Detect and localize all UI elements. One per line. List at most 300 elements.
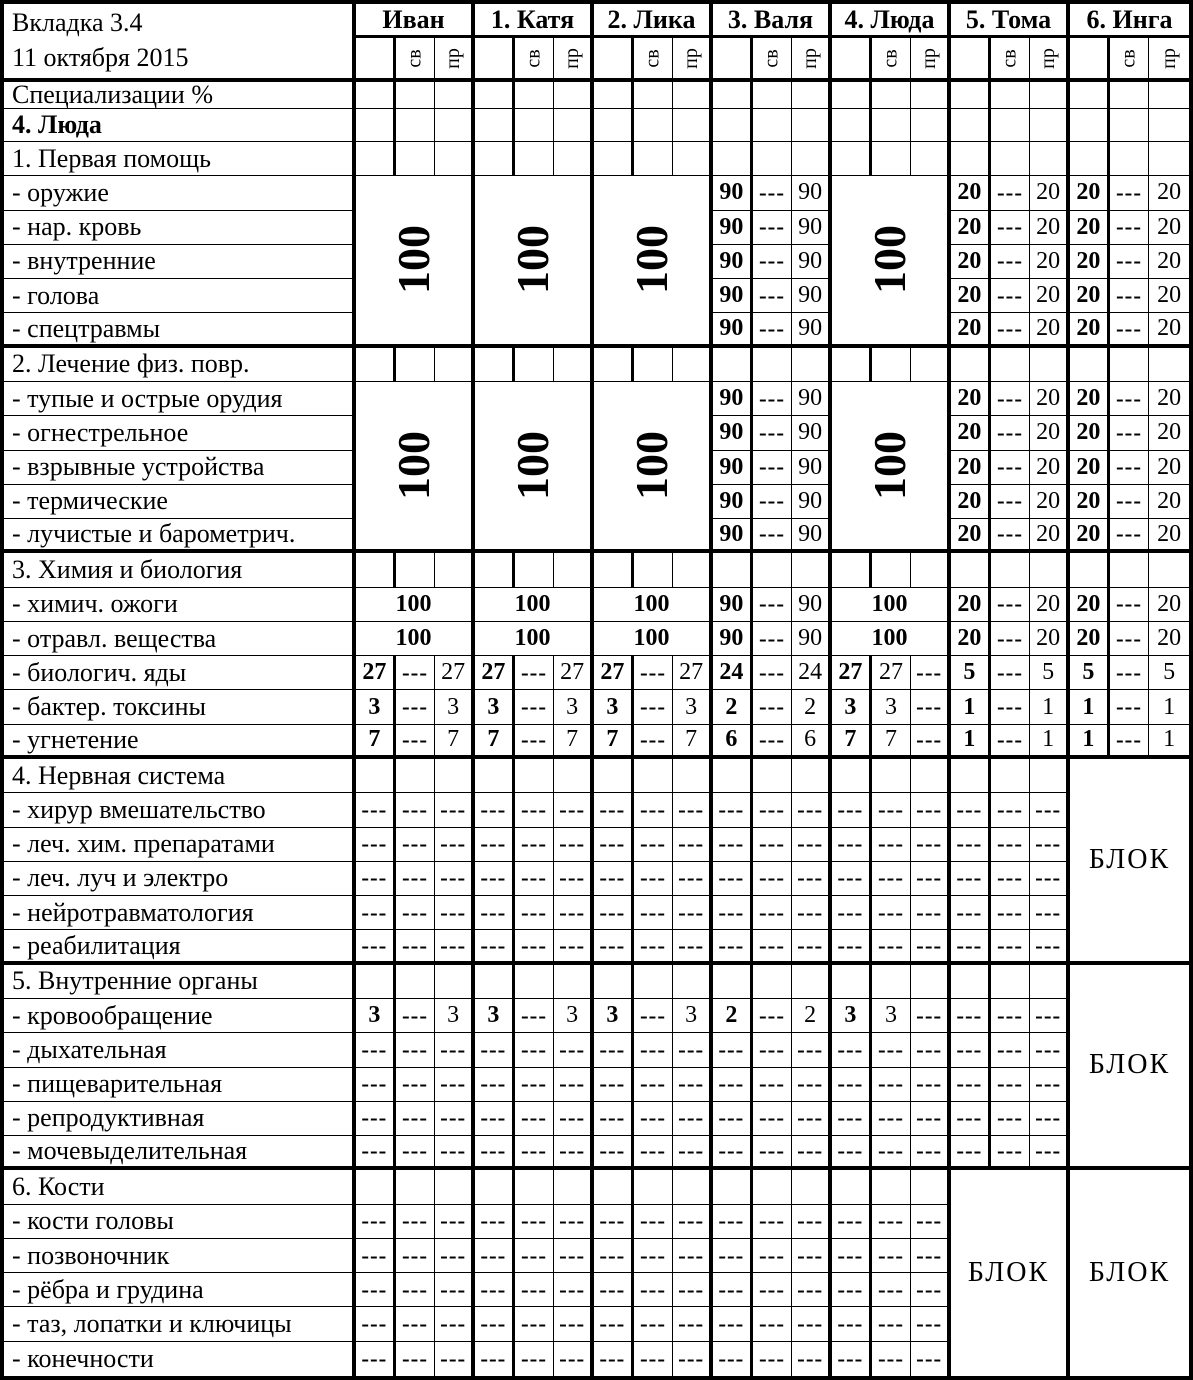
value-cell: --- (1110, 313, 1150, 347)
empty-cell (435, 142, 475, 176)
value-cell: --- (396, 1205, 436, 1239)
value-cell: --- (515, 862, 555, 896)
subcol-label: пр (679, 47, 702, 69)
value-cell: 1 (1070, 690, 1110, 724)
empty-cell (1070, 109, 1110, 142)
value-cell: --- (634, 999, 674, 1033)
value-cell: --- (396, 1342, 436, 1376)
value-cell: --- (872, 1307, 912, 1341)
value-cell: 2 (713, 690, 753, 724)
person-name: 6. Инга (1070, 4, 1189, 38)
value-cell: --- (991, 451, 1031, 485)
value-cell: --- (872, 1239, 912, 1273)
empty-cell (594, 965, 634, 999)
value-cell: 90 (713, 416, 753, 450)
subcol-header-sv (872, 38, 912, 82)
value-cell: --- (713, 862, 753, 896)
value-cell: --- (753, 485, 793, 519)
value-cell: --- (594, 1239, 634, 1273)
empty-cell (792, 759, 832, 793)
value-cell: 5 (1030, 656, 1070, 690)
value-cell: --- (713, 896, 753, 930)
value-cell: --- (356, 793, 396, 827)
row-label: - угнетение (4, 725, 356, 759)
value-cell: 3 (872, 999, 912, 1033)
value-cell: 20 (1030, 485, 1070, 519)
value-cell: --- (396, 862, 436, 896)
empty-cell (356, 142, 396, 176)
empty-cell (673, 142, 713, 176)
value-cell: --- (991, 279, 1031, 313)
empty-cell (792, 142, 832, 176)
empty-cell (1030, 759, 1070, 793)
value-cell: 20 (1070, 416, 1110, 450)
value-cell: 7 (594, 725, 634, 759)
subcol-header-sv (634, 38, 674, 82)
empty-cell (713, 1170, 753, 1204)
empty-cell (515, 82, 555, 109)
value-cell: --- (911, 725, 951, 759)
value-cell: 27 (832, 656, 872, 690)
value-cell: --- (753, 1102, 793, 1136)
empty-cell (872, 109, 912, 142)
value-cell: 20 (1149, 245, 1189, 279)
value-cell: --- (396, 690, 436, 724)
value-cell: --- (713, 1205, 753, 1239)
value-cell: --- (951, 828, 991, 862)
value-cell: --- (911, 1102, 951, 1136)
empty-cell (594, 553, 634, 587)
value-cell: 1 (1030, 690, 1070, 724)
empty-cell (356, 965, 396, 999)
value-cell: --- (475, 1273, 515, 1307)
value-cell: 27 (435, 656, 475, 690)
value-cell: 24 (792, 656, 832, 690)
merged-value-cell (356, 176, 475, 347)
value-cell: 20 (1070, 451, 1110, 485)
value-cell: --- (911, 1239, 951, 1273)
empty-cell (475, 82, 515, 109)
empty-cell (753, 109, 793, 142)
value-cell: --- (911, 793, 951, 827)
empty-cell (475, 965, 515, 999)
empty-cell (991, 109, 1031, 142)
value-cell: --- (356, 1307, 396, 1341)
corner-cell (4, 4, 356, 82)
span-value-cell: 100 (475, 622, 594, 656)
value-cell: 90 (792, 622, 832, 656)
empty-cell (872, 965, 912, 999)
empty-cell (872, 142, 912, 176)
empty-cell (594, 142, 634, 176)
value-cell: --- (1110, 485, 1150, 519)
empty-cell (435, 553, 475, 587)
value-cell: --- (435, 1033, 475, 1067)
empty-cell (396, 82, 436, 109)
block-cell: БЛОК (1088, 1257, 1171, 1289)
value-cell: --- (991, 1033, 1031, 1067)
subcol-header-sv (991, 38, 1031, 82)
value-cell: --- (554, 1205, 594, 1239)
value-cell: --- (753, 1342, 793, 1376)
value-cell: --- (991, 930, 1031, 964)
empty-cell (753, 82, 793, 109)
row-label: - реабилитация (4, 930, 356, 964)
row-label: - позвоночник (4, 1239, 356, 1273)
empty-cell (911, 82, 951, 109)
empty-cell (991, 348, 1031, 382)
value-cell: 3 (832, 999, 872, 1033)
value-cell: --- (673, 1307, 713, 1341)
empty-cell (1110, 553, 1150, 587)
value-cell: --- (753, 1033, 793, 1067)
value-cell: --- (991, 656, 1031, 690)
value-cell: 90 (792, 245, 832, 279)
value-cell: --- (872, 1342, 912, 1376)
value-cell: --- (991, 725, 1031, 759)
value-cell: --- (1030, 930, 1070, 964)
value-cell: 1 (1030, 725, 1070, 759)
row-label: - нар. кровь (4, 211, 356, 245)
value-cell: 20 (951, 279, 991, 313)
merged-value: 100 (864, 431, 915, 501)
value-cell: --- (554, 1068, 594, 1102)
empty-cell (911, 553, 951, 587)
value-cell: 24 (713, 656, 753, 690)
value-cell: --- (594, 1136, 634, 1170)
value-cell: --- (753, 519, 793, 553)
empty-cell (634, 348, 674, 382)
value-cell: --- (792, 828, 832, 862)
section-title: 5. Внутренние органы (4, 965, 356, 999)
empty-cell (792, 553, 832, 587)
value-cell: 20 (951, 211, 991, 245)
empty-cell (515, 965, 555, 999)
empty-cell (673, 759, 713, 793)
value-cell: --- (634, 1307, 674, 1341)
value-cell: --- (356, 828, 396, 862)
empty-cell (435, 1170, 475, 1204)
value-cell: 90 (713, 588, 753, 622)
value-cell: --- (872, 896, 912, 930)
value-cell: --- (356, 1102, 396, 1136)
value-cell: --- (1110, 656, 1150, 690)
value-cell: --- (911, 1033, 951, 1067)
value-cell: --- (951, 1136, 991, 1170)
value-cell: --- (832, 1239, 872, 1273)
value-cell: 90 (792, 416, 832, 450)
value-cell: 6 (792, 725, 832, 759)
value-cell: --- (832, 862, 872, 896)
value-cell: --- (634, 1136, 674, 1170)
value-cell: --- (753, 588, 793, 622)
empty-cell (911, 348, 951, 382)
value-cell: --- (554, 896, 594, 930)
value-cell: --- (435, 1102, 475, 1136)
empty-cell (515, 348, 555, 382)
value-cell: 90 (792, 176, 832, 210)
value-cell: 20 (1030, 313, 1070, 347)
merged-value-cell (475, 176, 594, 347)
person-name: 5. Тома (951, 4, 1070, 38)
subcol-header-sv (753, 38, 793, 82)
empty-cell (673, 82, 713, 109)
value-cell: --- (1110, 382, 1150, 416)
value-cell: --- (753, 862, 793, 896)
value-cell: --- (396, 828, 436, 862)
row-label: - лучистые и барометрич. (4, 519, 356, 553)
value-cell: --- (1110, 279, 1150, 313)
empty-cell (356, 82, 396, 109)
value-cell: --- (594, 1342, 634, 1376)
value-cell: --- (991, 416, 1031, 450)
value-cell: 20 (1030, 211, 1070, 245)
value-cell: --- (872, 1136, 912, 1170)
value-cell: --- (1030, 896, 1070, 930)
subcol-header-sv (396, 38, 436, 82)
value-cell: 90 (792, 519, 832, 553)
value-cell: --- (872, 828, 912, 862)
value-cell: --- (951, 862, 991, 896)
empty-cell (594, 348, 634, 382)
value-cell: --- (832, 1033, 872, 1067)
value-cell: --- (991, 828, 1031, 862)
value-cell: --- (713, 1102, 753, 1136)
value-cell: --- (396, 1102, 436, 1136)
value-cell: --- (475, 1033, 515, 1067)
value-cell: --- (673, 862, 713, 896)
value-cell: 27 (475, 656, 515, 690)
value-cell: --- (911, 862, 951, 896)
value-cell: --- (634, 793, 674, 827)
empty-cell (951, 109, 991, 142)
section-title: 2. Лечение физ. повр. (4, 348, 356, 382)
empty-cell (435, 109, 475, 142)
value-cell: --- (753, 622, 793, 656)
value-cell: --- (1030, 1102, 1070, 1136)
row-label: - химич. ожоги (4, 588, 356, 622)
value-cell: 3 (832, 690, 872, 724)
value-cell: --- (951, 1033, 991, 1067)
value-cell: --- (396, 1068, 436, 1102)
value-cell: --- (594, 1102, 634, 1136)
empty-cell (594, 759, 634, 793)
empty-cell (832, 348, 872, 382)
value-cell: --- (713, 1033, 753, 1067)
empty-cell (515, 759, 555, 793)
subcol-header-sv (515, 38, 555, 82)
value-cell: 2 (792, 690, 832, 724)
value-cell: --- (713, 1136, 753, 1170)
empty-cell (951, 142, 991, 176)
value-cell: --- (515, 999, 555, 1033)
value-cell: --- (911, 828, 951, 862)
empty-cell (475, 553, 515, 587)
value-cell: --- (594, 1273, 634, 1307)
subcol-label: св (641, 48, 664, 68)
value-cell: --- (1030, 1068, 1070, 1102)
value-cell: 7 (554, 725, 594, 759)
value-cell: --- (753, 690, 793, 724)
empty-cell (1110, 348, 1150, 382)
value-cell: --- (435, 1307, 475, 1341)
value-cell: --- (515, 1239, 555, 1273)
value-cell: 27 (673, 656, 713, 690)
value-cell: --- (634, 930, 674, 964)
value-cell: --- (792, 1273, 832, 1307)
value-cell: 20 (1030, 588, 1070, 622)
value-cell: --- (753, 176, 793, 210)
value-cell: 20 (1070, 279, 1110, 313)
section-title: 6. Кости (4, 1170, 356, 1204)
row-label: - голова (4, 279, 356, 313)
value-cell: 90 (792, 211, 832, 245)
value-cell: 90 (713, 451, 753, 485)
empty-cell (673, 965, 713, 999)
value-cell: --- (832, 1205, 872, 1239)
row-label: - таз, лопатки и ключицы (4, 1307, 356, 1341)
value-cell: --- (832, 930, 872, 964)
value-cell: --- (792, 1205, 832, 1239)
value-cell: --- (634, 725, 674, 759)
value-cell: --- (435, 930, 475, 964)
empty-cell (515, 109, 555, 142)
subcol-label: пр (441, 47, 464, 69)
value-cell: --- (753, 382, 793, 416)
person-name: 2. Лика (594, 4, 713, 38)
subcol-empty-cell (356, 38, 396, 82)
value-cell: --- (991, 896, 1031, 930)
value-cell: 3 (594, 690, 634, 724)
empty-cell (832, 109, 872, 142)
value-cell: 20 (1149, 588, 1189, 622)
empty-cell (673, 348, 713, 382)
empty-cell (435, 759, 475, 793)
value-cell: 20 (1070, 176, 1110, 210)
value-cell: 90 (713, 519, 753, 553)
subcol-header-pr (435, 38, 475, 82)
value-cell: 27 (872, 656, 912, 690)
value-cell: 20 (951, 176, 991, 210)
empty-cell (832, 553, 872, 587)
value-cell: 3 (356, 690, 396, 724)
value-cell: 90 (713, 313, 753, 347)
row-label: - оружие (4, 176, 356, 210)
value-cell: --- (1110, 622, 1150, 656)
empty-cell (991, 142, 1031, 176)
value-cell: --- (991, 382, 1031, 416)
empty-cell (713, 348, 753, 382)
value-cell: --- (594, 828, 634, 862)
value-cell: --- (1110, 245, 1150, 279)
row-label: - термические (4, 485, 356, 519)
value-cell: --- (475, 1068, 515, 1102)
value-cell: --- (713, 1307, 753, 1341)
value-cell: --- (911, 999, 951, 1033)
empty-cell (951, 965, 991, 999)
empty-cell (753, 553, 793, 587)
empty-cell (911, 759, 951, 793)
value-cell: 20 (951, 245, 991, 279)
value-cell: --- (832, 1068, 872, 1102)
subcol-header-pr (911, 38, 951, 82)
value-cell: --- (1110, 451, 1150, 485)
value-cell: --- (673, 793, 713, 827)
value-cell: --- (753, 896, 793, 930)
value-cell: --- (991, 485, 1031, 519)
value-cell: 90 (792, 313, 832, 347)
value-cell: 1 (1149, 725, 1189, 759)
value-cell: --- (634, 1342, 674, 1376)
empty-cell (872, 348, 912, 382)
empty-cell (753, 965, 793, 999)
value-cell: --- (594, 896, 634, 930)
value-cell: --- (515, 930, 555, 964)
value-cell: --- (634, 896, 674, 930)
subcol-empty-cell (475, 38, 515, 82)
row-label: - бактер. токсины (4, 690, 356, 724)
value-cell: --- (356, 1239, 396, 1273)
value-cell: --- (713, 828, 753, 862)
value-cell: --- (911, 930, 951, 964)
empty-cell (1030, 142, 1070, 176)
value-cell: --- (1030, 999, 1070, 1033)
empty-cell (673, 109, 713, 142)
value-cell: --- (435, 862, 475, 896)
value-cell: --- (554, 1307, 594, 1341)
empty-cell (475, 1170, 515, 1204)
value-cell: --- (356, 896, 396, 930)
value-cell: --- (594, 862, 634, 896)
value-cell: --- (435, 793, 475, 827)
subcol-header-pr (673, 38, 713, 82)
value-cell: --- (396, 1307, 436, 1341)
row-label: - дыхательная (4, 1033, 356, 1067)
value-cell: --- (792, 1102, 832, 1136)
value-cell: 90 (792, 485, 832, 519)
subcol-header-sv (1110, 38, 1150, 82)
value-cell: --- (753, 1239, 793, 1273)
empty-cell (515, 553, 555, 587)
empty-cell (991, 82, 1031, 109)
value-cell: --- (792, 1239, 832, 1273)
value-cell: --- (753, 1068, 793, 1102)
value-cell: --- (1030, 862, 1070, 896)
value-cell: --- (356, 1033, 396, 1067)
section-title: 3. Химия и биология (4, 553, 356, 587)
value-cell: --- (594, 1033, 634, 1067)
value-cell: 3 (435, 999, 475, 1033)
empty-cell (554, 109, 594, 142)
empty-cell (1030, 553, 1070, 587)
value-cell: --- (911, 896, 951, 930)
value-cell: 7 (872, 725, 912, 759)
value-cell: 1 (1149, 690, 1189, 724)
value-cell: --- (515, 1033, 555, 1067)
empty-cell (475, 109, 515, 142)
value-cell: 5 (1070, 656, 1110, 690)
value-cell: --- (554, 1136, 594, 1170)
empty-cell (673, 1170, 713, 1204)
merged-value: 100 (507, 225, 558, 295)
empty-cell (396, 759, 436, 793)
pre-row-label: Специализации % (4, 82, 356, 109)
row-label: - репродуктивная (4, 1102, 356, 1136)
value-cell: 20 (951, 313, 991, 347)
value-cell: 20 (1030, 451, 1070, 485)
empty-cell (594, 109, 634, 142)
value-cell: --- (554, 793, 594, 827)
